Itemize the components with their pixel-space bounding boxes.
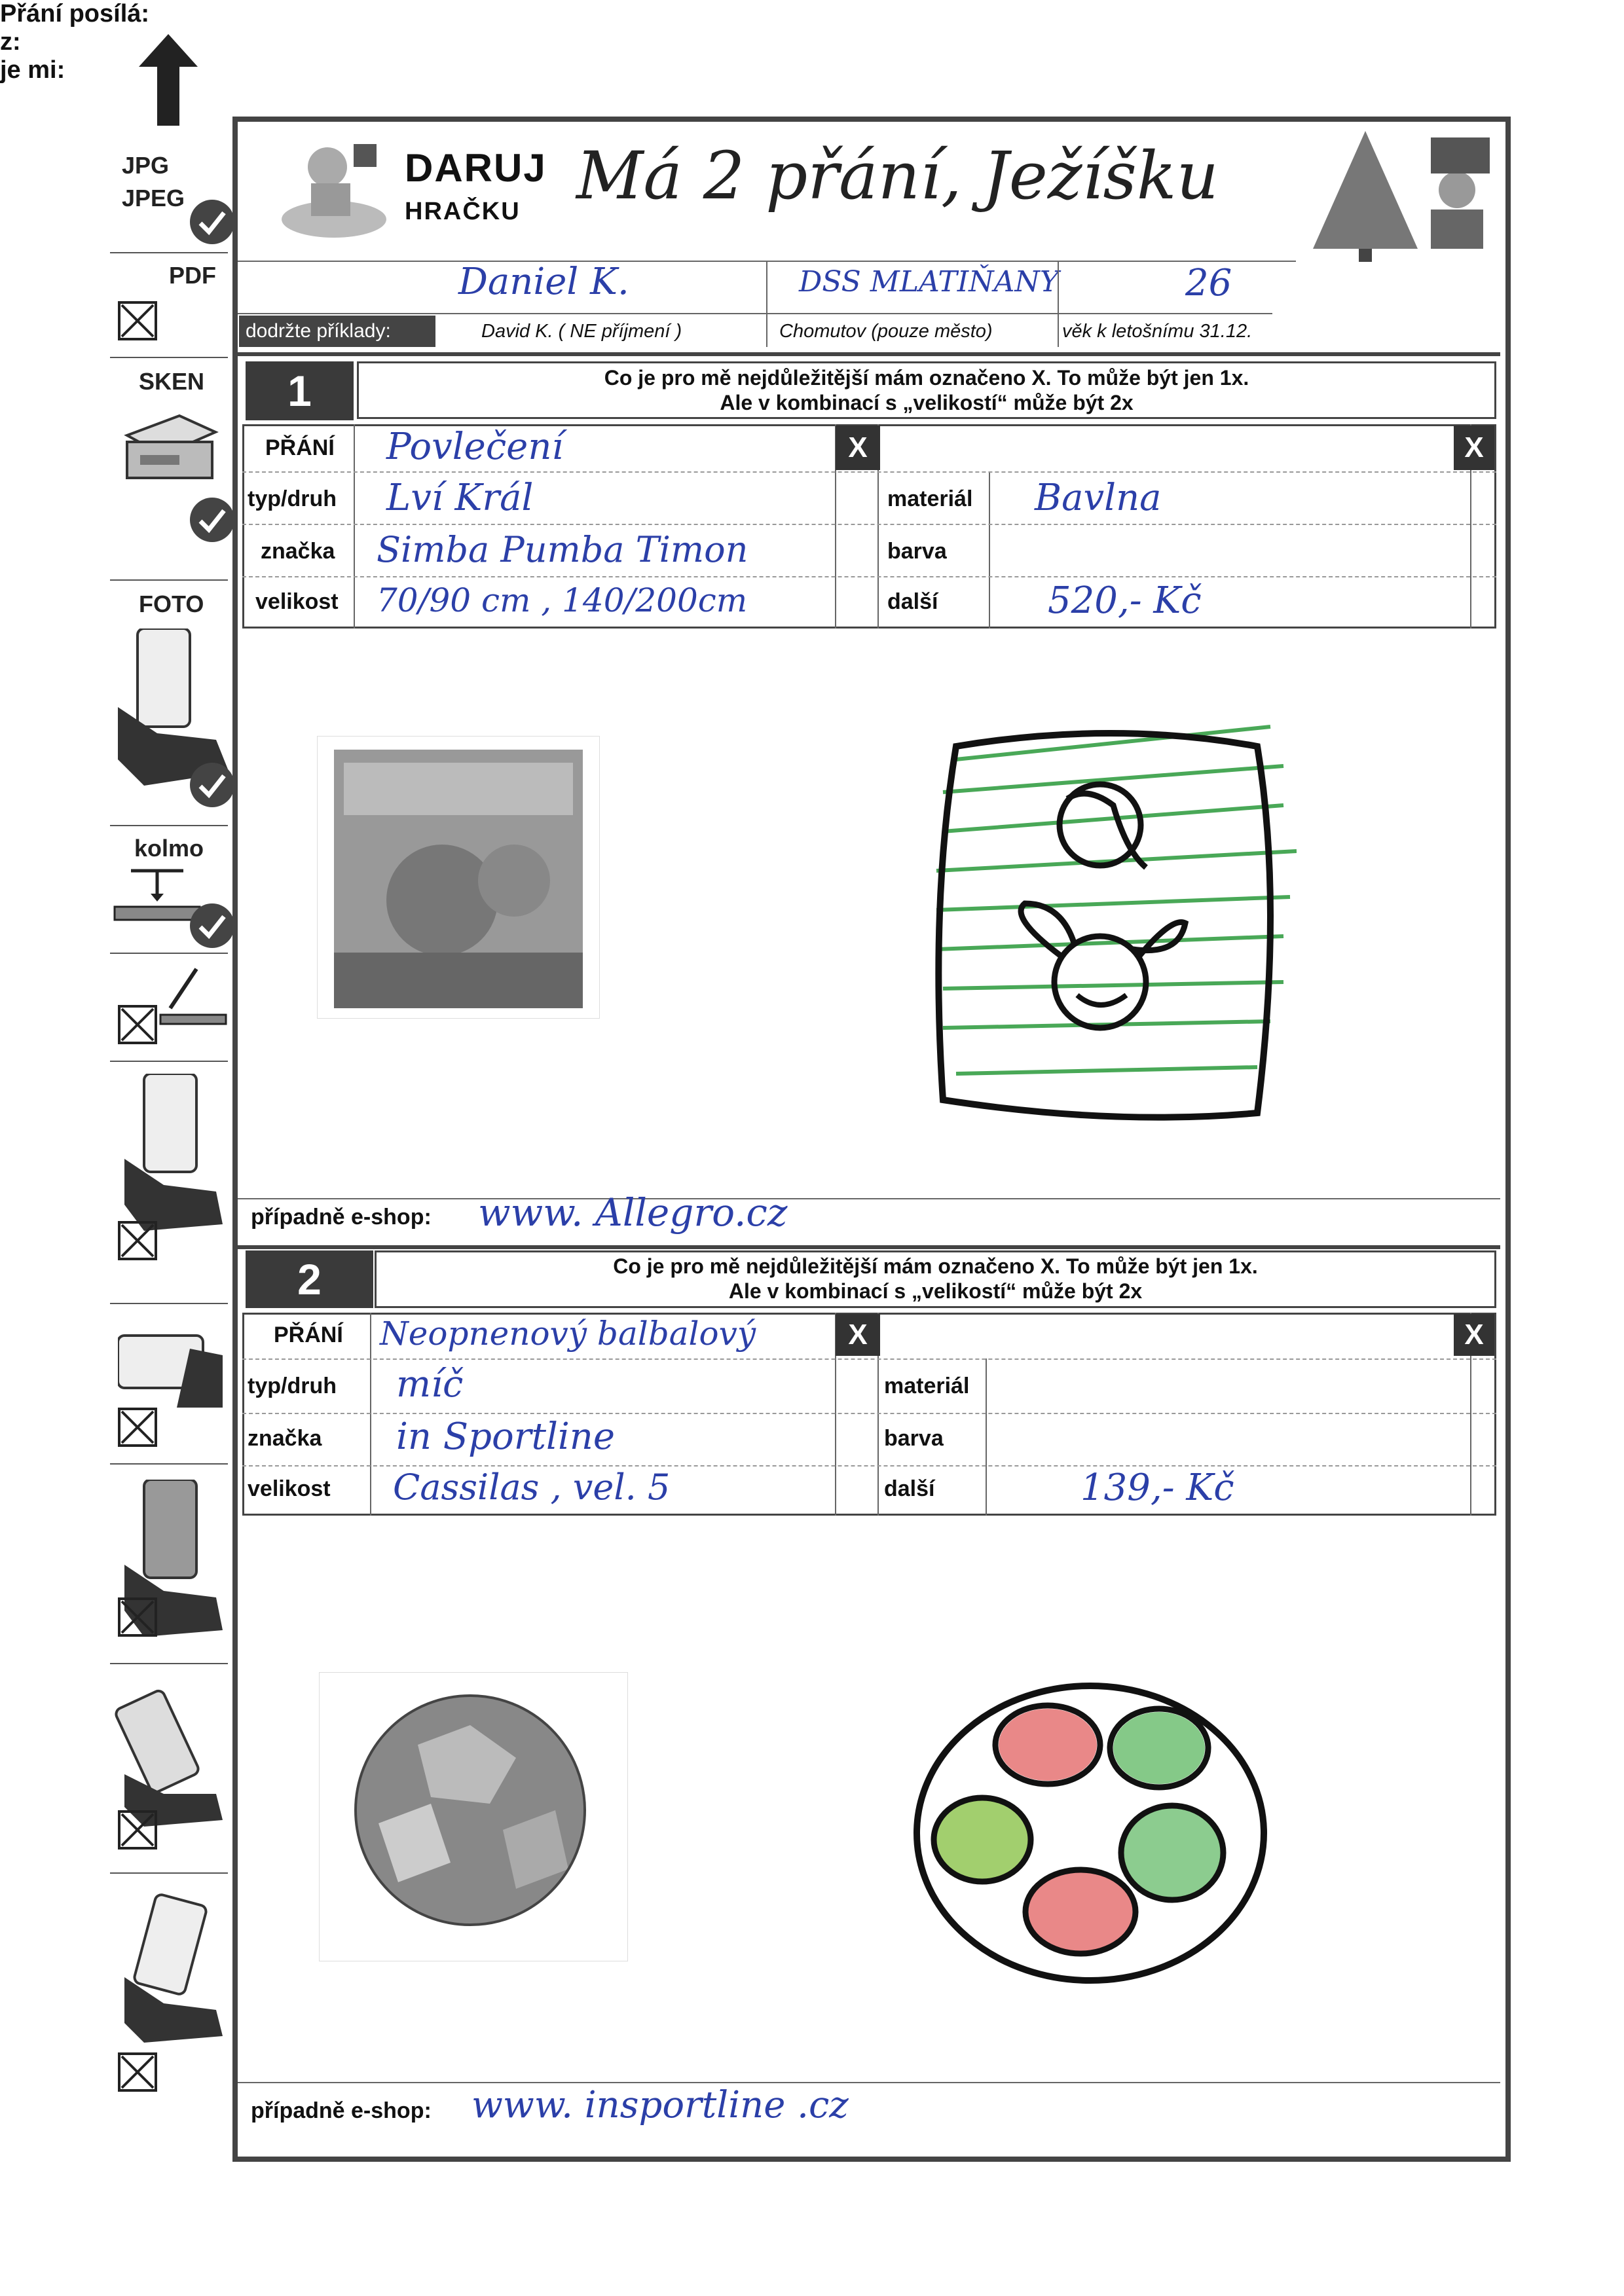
up-arrow-icon xyxy=(139,34,198,126)
from-value: DSS MLATIŇANY xyxy=(799,265,1059,299)
wish-1-size-value: 70/90 cm , 140/200cm xyxy=(377,581,748,619)
wish-2-wish-label: PŘÁNÍ xyxy=(274,1322,343,1347)
wish-1-brand-label: značka xyxy=(261,539,335,564)
format-jpg-label: JPG xyxy=(122,152,170,179)
wish-2-size-value: Cassilas , vel. 5 xyxy=(393,1467,671,1508)
wish-1-brand-value: Simba Pumba Timon xyxy=(377,529,748,570)
ball-photo xyxy=(320,1673,627,1961)
wish-2-color-label: barva xyxy=(884,1426,944,1451)
drawing-of-ball xyxy=(910,1676,1277,1990)
method-scan-label: SKEN xyxy=(139,368,205,395)
sender-value: Daniel K. xyxy=(458,261,629,303)
example-city: Chomutov (pouze město) xyxy=(779,321,993,342)
wish-1-wish-value: Povlečení xyxy=(386,426,564,468)
phone-in-hand-icon xyxy=(118,629,229,786)
wish-2-eshop-label: případně e-shop: xyxy=(251,2098,432,2123)
wish-2-eshop-value: www. insportline .cz xyxy=(471,2084,849,2126)
cross-box-icon xyxy=(118,1221,157,1260)
wish-2-type-label: typ/druh xyxy=(248,1374,337,1398)
skewed-phone-icon xyxy=(118,1892,223,2043)
drawing-of-bedding xyxy=(917,707,1297,1126)
logo-title: DARUJ xyxy=(405,146,547,190)
cross-box-icon xyxy=(118,1810,157,1850)
check-icon xyxy=(190,498,234,542)
check-icon xyxy=(190,200,234,244)
cross-box-icon xyxy=(118,1005,157,1044)
cross-box-icon xyxy=(118,301,157,340)
method-photo-label: FOTO xyxy=(139,591,204,617)
christmas-tree-icon xyxy=(1300,124,1496,262)
check-icon xyxy=(190,903,234,948)
example-age: věk k letošnímu 31.12. xyxy=(1062,321,1253,342)
cross-box-icon xyxy=(118,1408,157,1447)
age-label: je mi: xyxy=(0,56,65,84)
wish-1-material-value: Bavlna xyxy=(1035,477,1162,519)
wish-2-brand-label: značka xyxy=(248,1426,322,1451)
wish-1-size-label: velikost xyxy=(255,589,339,614)
wish-2-x-mark-1: X xyxy=(836,1314,880,1356)
wish-2-brand-value: in Sportline xyxy=(396,1415,616,1458)
sender-label: Přání posílá: xyxy=(0,0,150,27)
tilted-phone-icon xyxy=(118,1074,223,1231)
wish-1-material-label: materiál xyxy=(887,486,973,511)
scanner-icon xyxy=(120,403,219,488)
examples-label: dodržte příklady: xyxy=(239,316,435,347)
wish-2-material-label: materiál xyxy=(884,1374,970,1398)
wish-1-color-label: barva xyxy=(887,539,947,564)
rotated-phone-icon xyxy=(111,1683,223,1827)
wish-1-question-line2: Ale v kombinací s „velikostí“ může být 2x xyxy=(720,391,1134,414)
page-title: Má 2 přání, Ježíšku xyxy=(576,137,1219,214)
santa-logo-icon xyxy=(275,131,393,242)
wish-1-other-value: 520,- Kč xyxy=(1048,579,1202,622)
wish-2-question-line1: Co je pro mě nejdůležitější mám označeno X. To může být jen 1x. xyxy=(613,1254,1258,1278)
wish-1-type-value: Lví Král xyxy=(386,477,534,519)
landscape-phone-icon xyxy=(118,1329,223,1414)
wish-2-number: 2 xyxy=(246,1250,373,1308)
logo-subtitle: HRAČKU xyxy=(405,198,521,225)
wish-2-wish-value: Neopnenový balbalový xyxy=(380,1315,756,1353)
example-name: David K. ( NE příjmení ) xyxy=(481,321,682,342)
angled-light-icon xyxy=(157,962,229,1028)
wish-1-question-line1: Co je pro mě nejdůležitější mám označeno X. To může být jen 1x. xyxy=(604,366,1249,390)
wish-2-x-mark-2: X xyxy=(1454,1314,1494,1356)
age-value: 26 xyxy=(1185,262,1232,304)
wish-2-question-line2: Ale v kombinací s „velikostí“ může být 2x xyxy=(728,1279,1143,1303)
perpendicular-icon xyxy=(111,867,203,926)
cross-box-icon xyxy=(118,2052,157,2092)
wish-1-x-mark-2: X xyxy=(1454,426,1494,470)
method-perpendicular-label: kolmo xyxy=(134,835,204,862)
check-icon xyxy=(190,763,234,807)
format-jpeg-label: JPEG xyxy=(122,185,185,211)
wish-2-other-label: další xyxy=(884,1476,935,1501)
wish-1-x-mark-1: X xyxy=(836,426,880,470)
wish-2-type-value: míč xyxy=(396,1363,464,1406)
wish-1-number: 1 xyxy=(246,361,354,420)
wish-1-other-label: další xyxy=(887,589,938,614)
wish-1-wish-label: PŘÁNÍ xyxy=(265,435,335,460)
format-pdf-label: PDF xyxy=(169,262,216,289)
wish-1-type-label: typ/druh xyxy=(248,486,337,511)
bedding-photo xyxy=(318,737,599,1018)
wish-1-eshop-value: www. Allegro.cz xyxy=(478,1190,788,1235)
wish-1-eshop-label: případně e-shop: xyxy=(251,1205,432,1230)
from-label: z: xyxy=(0,28,21,56)
cross-box-icon xyxy=(118,1597,157,1637)
wish-2-other-value: 139,- Kč xyxy=(1080,1467,1234,1509)
wish-2-size-label: velikost xyxy=(248,1476,331,1501)
